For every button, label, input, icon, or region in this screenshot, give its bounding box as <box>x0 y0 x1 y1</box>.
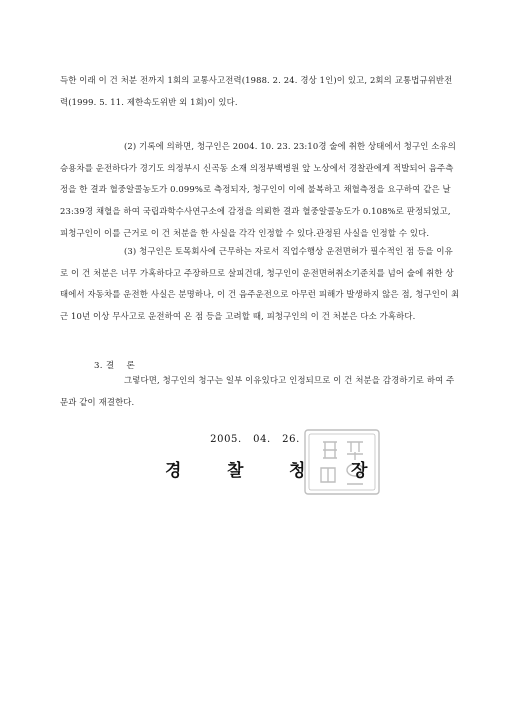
paragraph-2: (2) 기록에 의하면, 청구인은 2004. 10. 23. 23:10경 술에 취한 상태에서 청구인 소유의 승용차를 운전하다가 경기도 의정부시 신곡동 소재 의정부백병원 앞 노상에서 경찰관에게 적발되어 음주측정을 한 결과 혈중알콜농도가 0.099%로 측정되자, 청구인이 이에 불복하고 채혈측정을 요구하여 같은 날 23:39경 채혈을 하여 국립과학수사연구소에 감정을 의뢰한 결과 혈중알콜농도가 0.108%로 판정되었고, 피청구인이 이를 근거로 이 건 처분을 한 사실을 각각 인정할 수 있다.관정된 사실을 인정할 수 있다. <box>60 141 457 238</box>
signature-char-3: 청 <box>289 461 306 481</box>
signature-char-2: 찰 <box>227 461 244 481</box>
signature-char-1: 경 <box>165 461 182 481</box>
paragraph-3: (3) 청구인은 토목회사에 근무하는 자로서 직업수행상 운전면허가 필수적인 점 등을 이유로 이 건 처분은 너무 가혹하다고 주장하므로 살피건대, 청구인이 운전면허취소기준치를 넘어 술에 취한 상태에서 자동차를 운전한 사실은 분명하나, 이 건 음주운전으로 아무런 피해가 발생하지 않은 점, 청구인이 최근 10년 이상 무사고로 운전하여 온 점 등을 고려할 때, 피청구인의 이 건 처분은 다소 가혹하다. <box>60 246 460 322</box>
document-date: 2005. 04. 26. <box>210 434 300 445</box>
conclusion-heading: 3. 결 론 <box>94 361 136 371</box>
conclusion-paragraph: 그렇다면, 청구인의 청구는 일부 이유있다고 인정되므로 이 건 처분을 감경하기로 하여 주문과 같이 재결한다. <box>60 375 455 407</box>
signature-line <box>165 456 413 481</box>
signature-char-4: 장 <box>351 461 368 481</box>
paragraph-continuation: 득한 이래 이 건 처분 전까지 1회의 교통사고전력(1988. 2. 24. 경상 1인)이 있고, 2회의 교통법규위반전력(1999. 5. 11. 제한속도위반 외 1회)이 있다. <box>60 75 453 107</box>
